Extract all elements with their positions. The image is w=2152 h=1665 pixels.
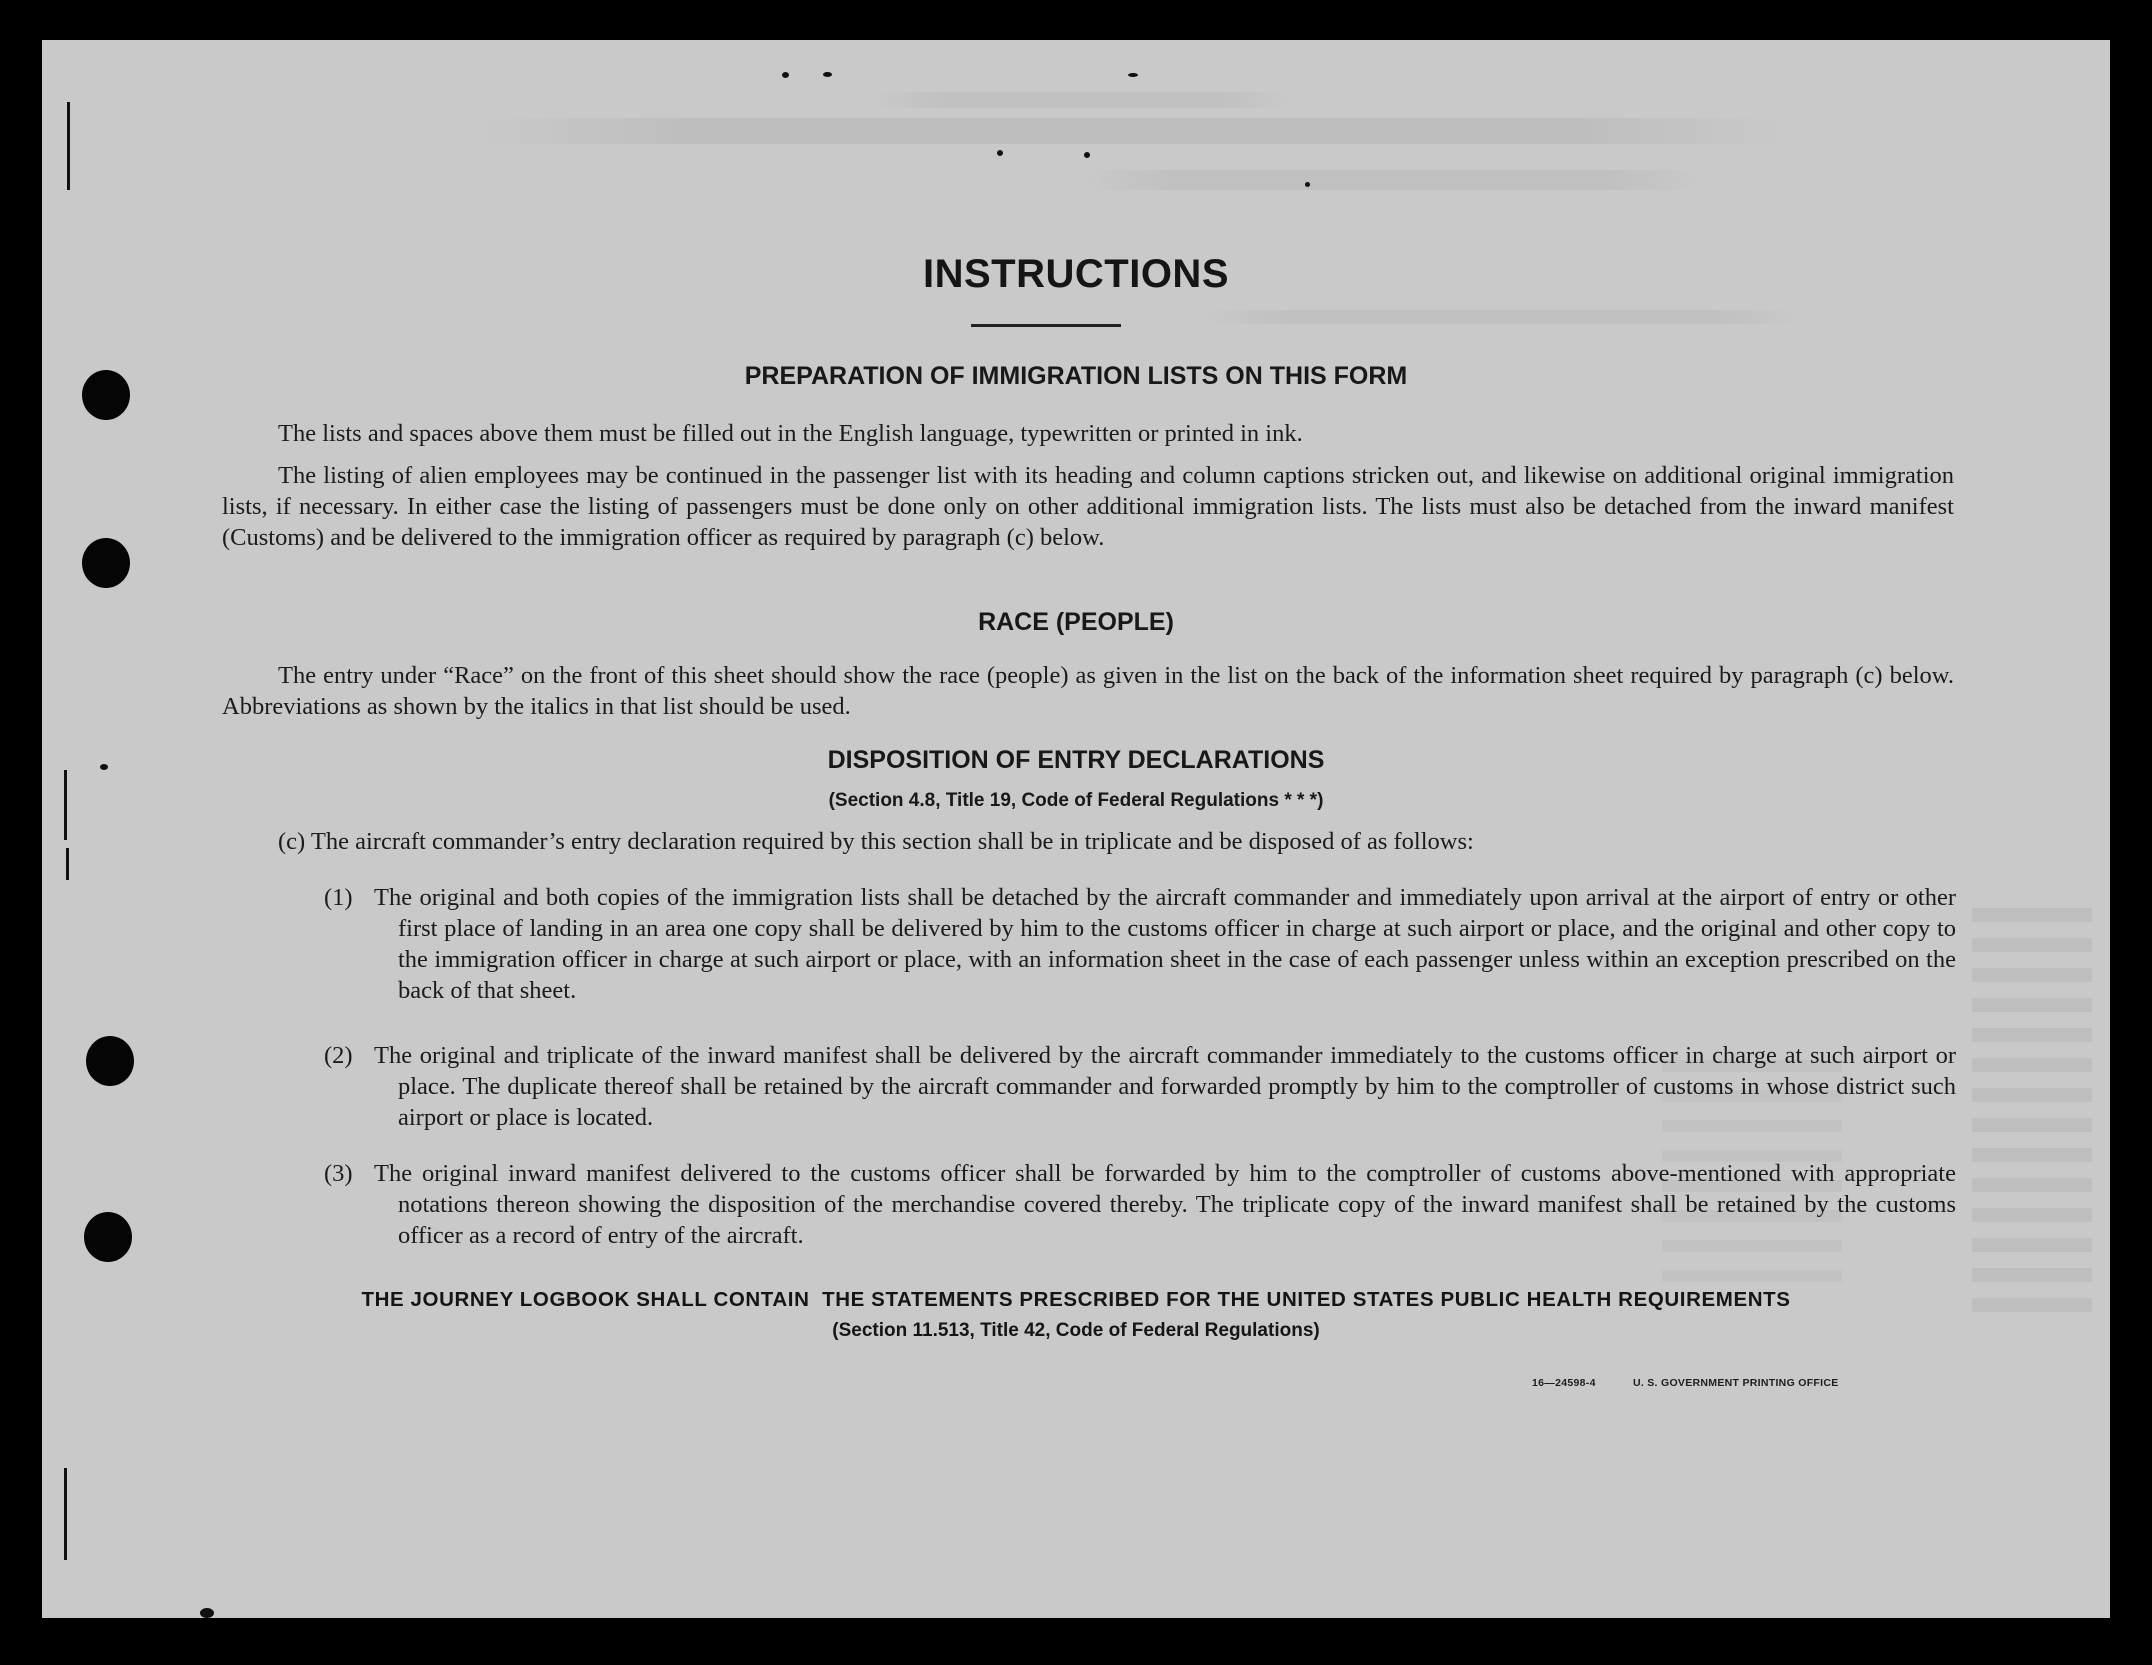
race-paragraph-text: The entry under “Race” on the front of this sheet should show the race (people) as given in the list on the back of the information sheet required by paragraph (c) below. Abbreviations as shown by the italics in that list should be used. <box>222 662 1954 720</box>
bleed-through-header <box>872 92 1292 108</box>
preparation-paragraph-1-text: The lists and spaces above them must be filled out in the English language, typewritten or printed in ink. <box>278 420 1303 447</box>
disposition-item-number: (3) <box>324 1160 353 1187</box>
disposition-item-text: The original inward manifest delivered to the customs officer shall be forwarded by him to the comptroller of customs above-mentioned with appropriate notations thereon showing the disposition of the merchandise covered thereby. The triplicate copy of the inward manifest shall be retained by the customs officer as a record of entry of the aircraft. <box>374 1160 1956 1249</box>
staple-mark <box>67 102 70 190</box>
disposition-item-number: (2) <box>324 1042 353 1069</box>
section-heading-race: RACE (PEOPLE) <box>978 608 1174 636</box>
health-requirements-citation: (Section 11.513, Title 42, Code of Federal Regulations) <box>832 1320 1320 1341</box>
punch-hole <box>86 1036 134 1086</box>
title-underline <box>971 324 1121 327</box>
disposition-intro-text: The aircraft commander’s entry declaration required by this section shall be in triplicate and be disposed of as follows: <box>310 828 1474 855</box>
disposition-intro <box>278 826 1958 857</box>
preparation-paragraph-1 <box>222 418 1954 449</box>
race-paragraph <box>222 660 1954 722</box>
bleed-through-header <box>1202 310 1802 324</box>
printing-imprint <box>1532 1377 1839 1389</box>
disposition-item <box>324 882 1956 1006</box>
ink-speck <box>200 1608 214 1618</box>
disposition-citation: (Section 4.8, Title 19, Code of Federal Regulations * * *) <box>828 790 1324 811</box>
ink-speck <box>782 72 789 78</box>
punch-hole <box>84 1212 132 1262</box>
section-heading-preparation: PREPARATION OF IMMIGRATION LISTS ON THIS FORM <box>744 362 1408 390</box>
printer-name: U. S. GOVERNMENT PRINTING OFFICE <box>1632 1377 1839 1389</box>
form-code: 16—24598-4 <box>1532 1377 1596 1389</box>
health-requirements-statement: THE JOURNEY LOGBOOK SHALL CONTAIN THE STATEMENTS PRESCRIBED FOR THE UNITED STATES PUBLIC HEALTH REQUIREMENTS <box>361 1288 1791 1311</box>
disposition-item-text: The original and both copies of the immigration lists shall be detached by the aircraft commander and immediately upon arrival at the airport of entry or other first place of landing in an area one copy shall be delivered by him to the customs officer in charge at such airport or place, and the original and other copy to the immigration officer in charge at such airport or place, with an information sheet in the case of each passenger unless within an exception prescribed on the back of that sheet. <box>374 884 1956 1004</box>
disposition-item <box>324 1158 1956 1251</box>
bleed-through-header <box>1082 170 1702 190</box>
ink-speck <box>1128 73 1138 77</box>
preparation-paragraph-2 <box>222 460 1954 553</box>
punch-hole <box>82 538 130 588</box>
ink-speck <box>997 150 1003 156</box>
ink-speck <box>823 72 832 77</box>
document-sheet <box>42 40 2110 1618</box>
ink-speck <box>1084 152 1090 158</box>
disposition-item-text: The original and triplicate of the inward manifest shall be delivered by the aircraft commander immediately to the customs officer in charge at such airport or place. The duplicate thereof shall be retained by the aircraft commander and forwarded promptly by him to the comptroller of customs in whose district such airport or place is located. <box>374 1042 1956 1131</box>
preparation-paragraph-2-text: The listing of alien employees may be continued in the passenger list with its heading and column captions stricken out, and likewise on additional original immigration lists, if necessary. In either case the listing of passengers must be done only on other additional immigration lists. The lists must also be detached from the inward manifest (Customs) and be delivered to the immigration officer as required by paragraph (c) below. <box>222 462 1954 551</box>
bleed-through-header <box>482 118 1782 144</box>
ink-speck <box>1305 182 1310 187</box>
page-title: INSTRUCTIONS <box>923 252 1229 296</box>
bleed-through-names <box>1972 908 2092 1328</box>
staple-mark <box>66 848 69 880</box>
disposition-intro-label: (c) <box>278 828 306 855</box>
disposition-item <box>324 1040 1956 1133</box>
disposition-item-number: (1) <box>324 884 353 911</box>
staple-mark <box>64 1468 67 1560</box>
section-heading-disposition: DISPOSITION OF ENTRY DECLARATIONS <box>827 746 1325 774</box>
